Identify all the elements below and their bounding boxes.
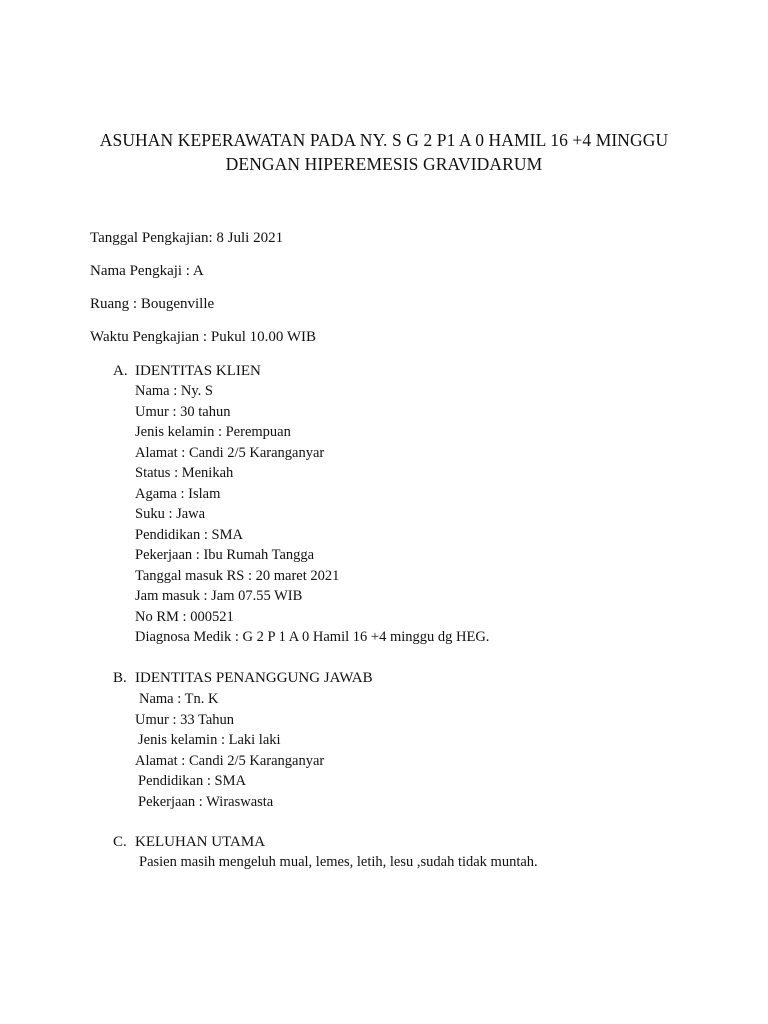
meta-ruang: Ruang : Bougenville	[90, 296, 215, 312]
klien-status: Status : Menikah	[135, 465, 234, 481]
klien-pekerjaan: Pekerjaan : Ibu Rumah Tangga	[135, 547, 315, 563]
title-line-1: ASUHAN KEPERAWATAN PADA NY. S G 2 P1 A 0 HAMIL 16 +4 MINGGU	[99, 130, 669, 150]
pj-pekerjaan: Pekerjaan : Wiraswasta	[138, 793, 274, 810]
klien-no-rm: No RM : 000521	[135, 608, 234, 625]
klien-jenis-kelamin: Jenis kelamin : Perempuan	[135, 424, 291, 440]
section-b-title: IDENTITAS PENANGGUNG JAWAB	[135, 670, 373, 686]
klien-alamat: Alamat : Candi 2/5 Karanganyar	[135, 444, 325, 461]
title-line-2: DENGAN HIPEREMESIS GRAVIDARUM	[225, 154, 543, 174]
section-b-heading	[113, 668, 373, 688]
klien-pendidikan: Pendidikan : SMA	[135, 526, 243, 543]
pj-jenis-kelamin: Jenis kelamin : Laki laki	[138, 732, 281, 748]
meta-tanggal: Tanggal Pengkajian: 8 Juli 2021	[90, 230, 284, 246]
section-c-body	[135, 852, 538, 873]
section-a-rows	[135, 381, 489, 648]
klien-agama: Agama : Islam	[135, 485, 221, 502]
section-a-title: IDENTITAS KLIEN	[135, 363, 261, 379]
section-a-letter: A.	[113, 363, 128, 379]
klien-nama: Nama : Ny. S	[135, 383, 213, 399]
meta-waktu: Waktu Pengkajian : Pukul 10.00 WIB	[90, 329, 316, 345]
section-a-heading	[113, 361, 261, 381]
klien-tanggal-masuk: Tanggal masuk RS : 20 maret 2021	[135, 567, 340, 584]
pj-alamat: Alamat : Candi 2/5 Karanganyar	[135, 752, 325, 769]
meta-nama-pengkaji: Nama Pengkaji : A	[90, 263, 204, 279]
klien-jam-masuk: Jam masuk : Jam 07.55 WIB	[135, 588, 303, 604]
document-title	[0, 128, 768, 176]
pj-pendidikan: Pendidikan : SMA	[138, 773, 246, 789]
klien-umur: Umur : 30 tahun	[135, 403, 231, 420]
pj-umur: Umur : 33 Tahun	[135, 711, 235, 728]
klien-diagnosa-medik: Diagnosa Medik : G 2 P 1 A 0 Hamil 16 +4 minggu dg HEG.	[135, 629, 490, 645]
keluhan-utama-text: Pasien masih mengeluh mual, lemes, letih, lesu ,sudah tidak muntah.	[139, 854, 538, 870]
section-c-heading	[113, 832, 265, 852]
pj-nama: Nama : Tn. K	[139, 691, 219, 707]
section-c-letter: C.	[113, 834, 127, 850]
section-b-rows	[135, 689, 324, 812]
section-c-title: KELUHAN UTAMA	[135, 834, 266, 850]
klien-suku: Suku : Jawa	[135, 506, 206, 522]
section-b-letter: B.	[113, 670, 127, 686]
